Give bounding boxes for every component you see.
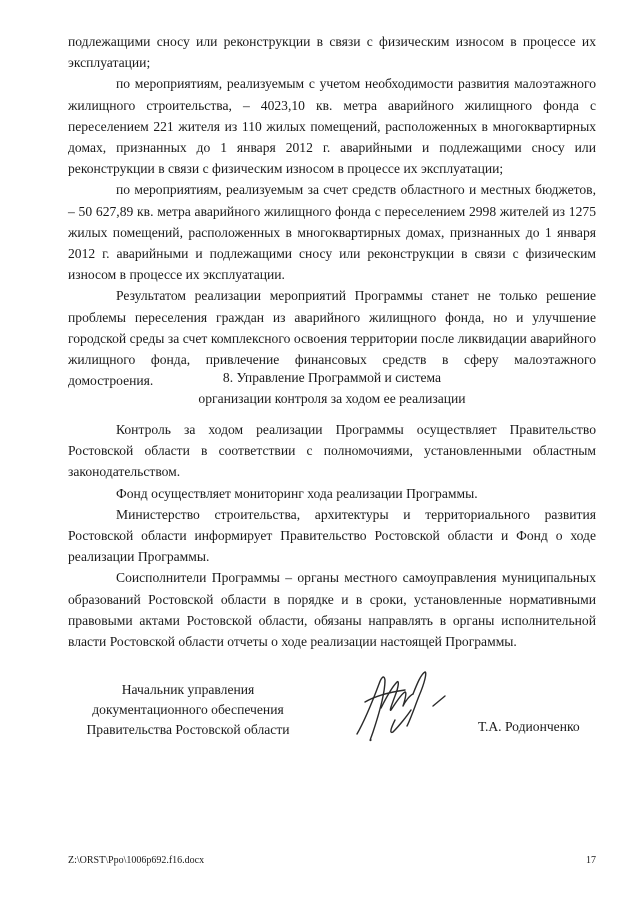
paragraph-budget-measures: по мероприятиям, реализуемым за счет средств областного и местных бюджетов, – 50 627,89 кв. метра аварийного жилищного фонда с переселением 2998 жителей из 1275 жилых помещений, расположенных в многоквартирных домах, признанных до 1 января 2012 г. аварийными и подлежащими сносу или реконструкции в связи с физическим износом в процессе их эксплуатации. (68, 182, 596, 283)
paragraph-ministry: Министерство строительства, архитектуры и территориального развития Ростовской области информирует Правительство Ростовской области и Фонд о ходе реализации Программы. (68, 506, 596, 565)
paragraph-program-result: Результатом реализации мероприятий Программы станет не только решение проблемы переселения граждан из аварийного жилищного фонда, но и улучшение городской среды за счет комплексного освоения территории после ликвидации аварийного жилищного фонда, привлечение финансовых средств в сферу малоэтажного домостроения. (68, 288, 596, 389)
handwritten-signature (335, 662, 455, 752)
paragraph-co-executors: Соисполнители Программы – органы местного самоуправления муниципальных образований Ростовской области в порядке и в сроки, установленные нормативными правовыми актами Ростовской области, обязаны направлять в органы исполнительной власти Ростовской области отчеты о ходе реализации настоящей Программы. (68, 570, 596, 650)
signatory-position-line-3: Правительства Ростовской области (86, 722, 290, 737)
paragraph-low-rise-measures: по мероприятиям, реализуемым с учетом необходимости развития малоэтажного жилищного строительства, – 4023,10 кв. метра аварийного жилищного фонда с переселением 221 жителя из 110 жилых помещений, расположенных в многоквартирных домах, признанных до 1 января 2012 г. аварийными и подлежащими сносу или реконструкции в связи с физическим износом в процессе их эксплуатации; (68, 76, 596, 177)
signatory-name: Т.А. Родионченко (478, 719, 580, 734)
signatory-position-line-2: документационного обеспечения (92, 702, 284, 717)
paragraph-continuation: подлежащими сносу или реконструкции в связи с физическим износом в процессе их эксплуатации; (68, 34, 596, 71)
body-text-top (68, 31, 596, 391)
section-heading (68, 367, 596, 409)
signatory-position (68, 680, 308, 740)
page-number: 17 (586, 855, 596, 866)
section-heading-line-1: 8. Управление Программой и система (222, 370, 442, 385)
body-text-control (68, 419, 596, 652)
footer-file-path: Z:\ORST\Ppo\1006p692.f16.docx (68, 855, 205, 866)
section-heading-line-2: организации контроля за ходом ее реализации (198, 391, 466, 406)
signatory-position-line-1: Начальник управления (121, 682, 255, 697)
paragraph-control: Контроль за ходом реализации Программы осуществляет Правительство Ростовской области в соответствии с полномочиями, установленными областным законодательством. (68, 422, 596, 480)
paragraph-monitoring: Фонд осуществляет мониторинг хода реализации Программы. (116, 485, 478, 501)
